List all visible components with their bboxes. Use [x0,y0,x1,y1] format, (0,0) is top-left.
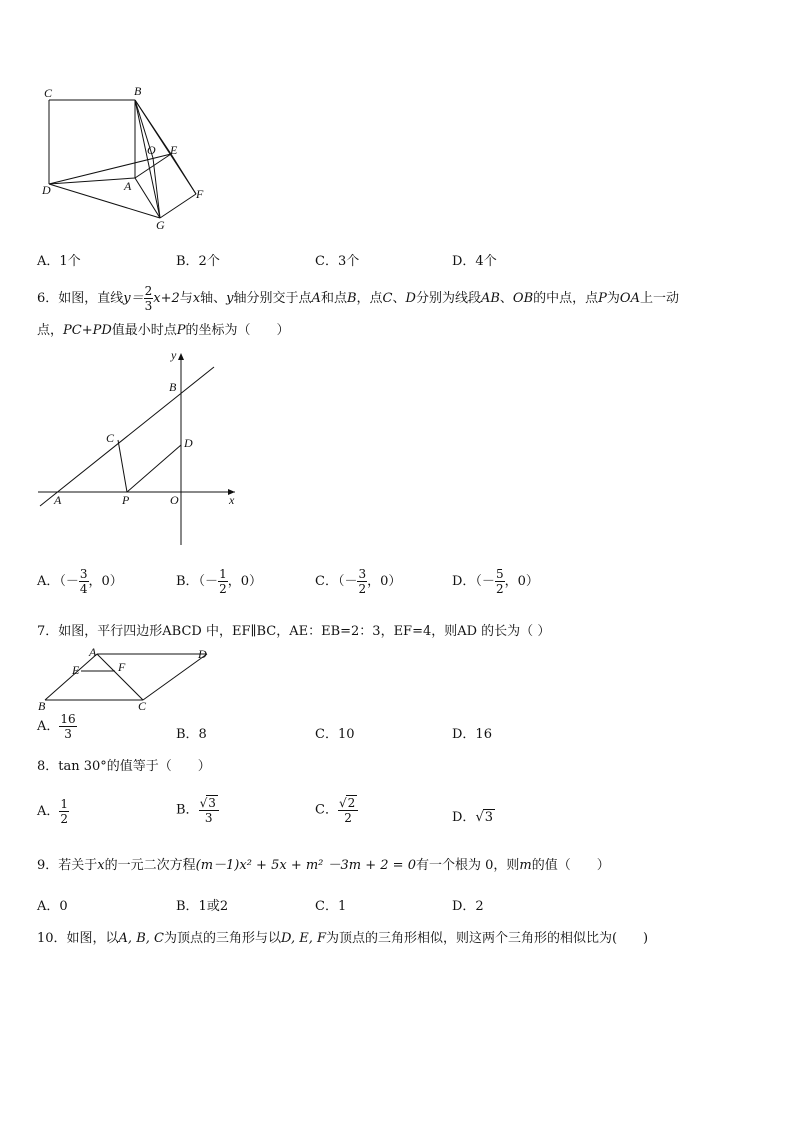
q6-line-1: 6．如图，直线y＝ $\frac{2}{3}$ x+2与x轴、y轴分别交于点A和点B，点C、D分别为线段AB、OB的中点，点P为OA上一动 [37,284,679,313]
q7-option-a[interactable]: A． $\frac{16}{3}$ [37,712,76,741]
label-y: y [171,348,177,362]
q7-option-d[interactable]: D．16 [452,727,492,742]
y-axis-arrow [178,353,184,360]
q10-text: 10．如图，以A, B, C为顶点的三角形与以D, E, F为顶点的三角形相似，则这两个三角形的相似比为( ) [37,931,649,946]
label-B: B [38,699,46,713]
q8-option-b[interactable]: B． $\frac{√3}{3}$ [176,795,219,825]
q8-option-c[interactable]: C． $\frac{√2}{2}$ [315,795,358,825]
q5-option-c[interactable]: C．3个 [315,254,360,269]
q9-option-c[interactable]: C．1 [315,899,347,914]
q6-fraction: $\frac{2}{3}$ [144,284,153,313]
q6-option-a[interactable]: A．（－ $\frac{3}{4}$ ，0） [37,567,123,596]
q9-option-b[interactable]: B．1或2 [176,899,229,914]
segment-DG [49,184,160,218]
q6-line-2: 点，PC+PD值最小时点P的坐标为（ ） [37,323,290,338]
figure-q5 [30,80,230,240]
label-O: O [147,143,156,157]
label-F: F [118,660,126,674]
label-C: C [44,86,53,100]
label-D: D [42,183,51,197]
q5-option-a[interactable]: A．1个 [37,254,81,269]
q8-option-a[interactable]: A． $\frac{1}{2}$ [37,797,69,826]
q8-text: 8．tan 30°的值等于（ ） [37,759,211,774]
label-D: D [198,647,207,661]
label-G: G [156,218,165,232]
segment-BF [135,100,196,194]
q9-option-a[interactable]: A．0 [37,899,68,914]
segment-PD [127,445,181,492]
q8-option-d[interactable]: D．√3 [452,810,494,825]
q9-option-d[interactable]: D．2 [452,899,484,914]
q6-option-d[interactable]: D．（－ $\frac{5}{2}$ ，0） [452,567,539,596]
q7-text: 7．如图，平行四边形ABCD 中，EF∥BC，AE：EB=2：3，EF=4，则AD 的长为（ ） [37,624,551,639]
label-P: P [122,493,130,507]
q7-option-b[interactable]: B．8 [176,727,207,742]
q6-option-c[interactable]: C．（－ $\frac{3}{2}$ ，0） [315,567,402,596]
label-B: B [169,380,177,394]
segment-CP [118,440,127,492]
label-O: O [170,493,179,507]
q7-option-c[interactable]: C．10 [315,727,355,742]
label-F: F [196,187,204,201]
segment-BG [135,100,160,218]
label-C: C [106,431,115,445]
segment-AB [45,654,97,700]
label-A: A [124,179,132,193]
q5-option-b[interactable]: B．2个 [176,254,220,269]
figure-q6 [30,345,250,550]
label-E: E [170,143,178,157]
label-C: C [138,699,147,713]
q6-option-b[interactable]: B．（－ $\frac{1}{2}$ ，0） [176,567,262,596]
q9-text: 9．若关于x的一元二次方程(m－1)x² + 5x + m² －3m + 2 = 0有一个根为 0，则m的值（ ） [37,858,610,873]
label-A: A [89,645,97,659]
label-x: x [229,493,235,507]
label-E: E [72,663,80,677]
label-A: A [54,493,62,507]
label-B: B [134,84,142,98]
label-D: D [184,436,193,450]
q5-option-d[interactable]: D．4个 [452,254,497,269]
figure-q7 [35,644,215,714]
segment-FG [160,194,196,218]
